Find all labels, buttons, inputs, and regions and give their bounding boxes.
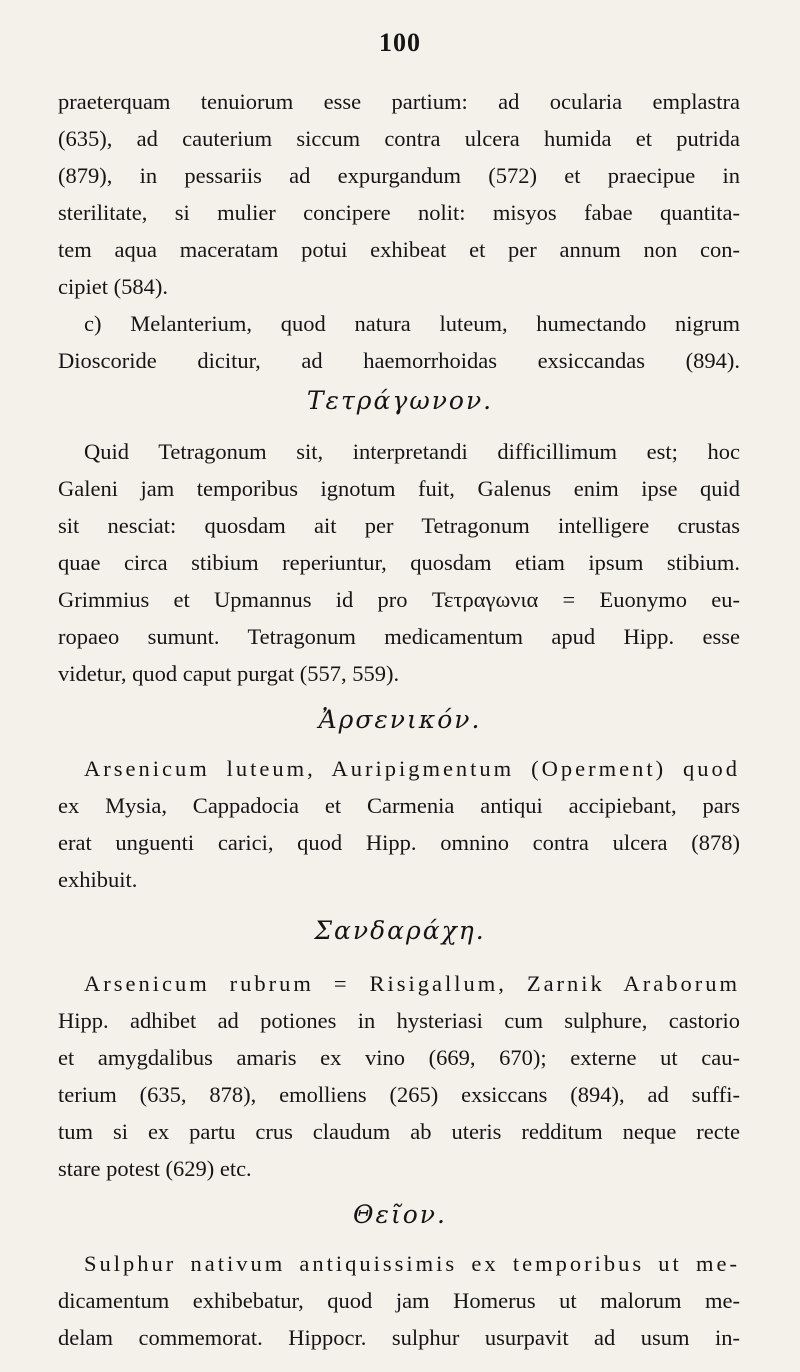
text-line: tum si ex partu crus claudum ab uteris redditum neque recte (58, 1119, 740, 1144)
text-line: Dioscoride dicitur, ad haemorrhoidas exsiccandas (894). (58, 348, 740, 373)
text-line: sterilitate, si mulier concipere nolit: misyos fabae quantita- (58, 200, 740, 225)
text-line: Grimmius et Upmannus id pro Τετραγωνια = Euonymo eu- (58, 587, 740, 612)
text-line: terium (635, 878), emolliens (265) exsiccans (894), ad suffi- (58, 1082, 740, 1107)
text-line: (635), ad cauterium siccum contra ulcera humida et putrida (58, 126, 740, 151)
text-line: delam commemorat. Hippocr. sulphur usurpavit ad usum in- (58, 1325, 740, 1350)
text-line: et amygdalibus amaris ex vino (669, 670); externe ut cau- (58, 1045, 740, 1070)
text-line: erat unguenti carici, quod Hipp. omnino contra ulcera (878) (58, 830, 740, 855)
text-line: tem aqua maceratam potui exhibeat et per annum non con- (58, 237, 740, 262)
section-heading: Θεῖον. (353, 1200, 447, 1229)
text-line: c) Melanterium, quod natura luteum, humectando nigrum (84, 311, 740, 336)
text-line: Quid Tetragonum sit, interpretandi difficillimum est; hoc (84, 439, 740, 464)
section-heading: Ἀρσενικόν. (318, 705, 482, 734)
text-line: ex Mysia, Cappadocia et Carmenia antiqui accipiebant, pars (58, 793, 740, 818)
text-line: Hipp. adhibet ad potiones in hysteriasi cum sulphure, castorio (58, 1008, 740, 1033)
text-line: Arsenicum rubrum = Risigallum, Zarnik Araborum (84, 971, 740, 996)
text-line: sit nesciat: quosdam ait per Tetragonum intelligere crustas (58, 513, 740, 538)
text-line: (879), in pessariis ad expurgandum (572) et praecipue in (58, 163, 740, 188)
text-line: Arsenicum luteum, Auripigmentum (Operment) quod (84, 756, 740, 781)
page-number: 100 (379, 28, 421, 57)
text-line: ropaeo sumunt. Tetragonum medicamentum apud Hipp. esse (58, 624, 740, 649)
text-line: exhibuit. (58, 867, 138, 892)
text-line: praeterquam tenuiorum esse partium: ad ocularia emplastra (58, 89, 740, 114)
text-line: quae circa stibium reperiuntur, quosdam etiam ipsum stibium. (58, 550, 740, 575)
section-heading: Τετράγωνον. (306, 386, 494, 415)
text-line: Sulphur nativum antiquissimis ex temporibus ut me- (84, 1251, 740, 1276)
text-line: dicamentum exhibebatur, quod jam Homerus ut malorum me- (58, 1288, 740, 1313)
text-line: cipiet (584). (58, 274, 168, 299)
text-line: Galeni jam temporibus ignotum fuit, Galenus enim ipse quid (58, 476, 740, 501)
section-heading: Σανδαράχη. (314, 916, 486, 945)
text-line: stare potest (629) etc. (58, 1156, 252, 1181)
text-line: videtur, quod caput purgat (557, 559). (58, 661, 400, 686)
